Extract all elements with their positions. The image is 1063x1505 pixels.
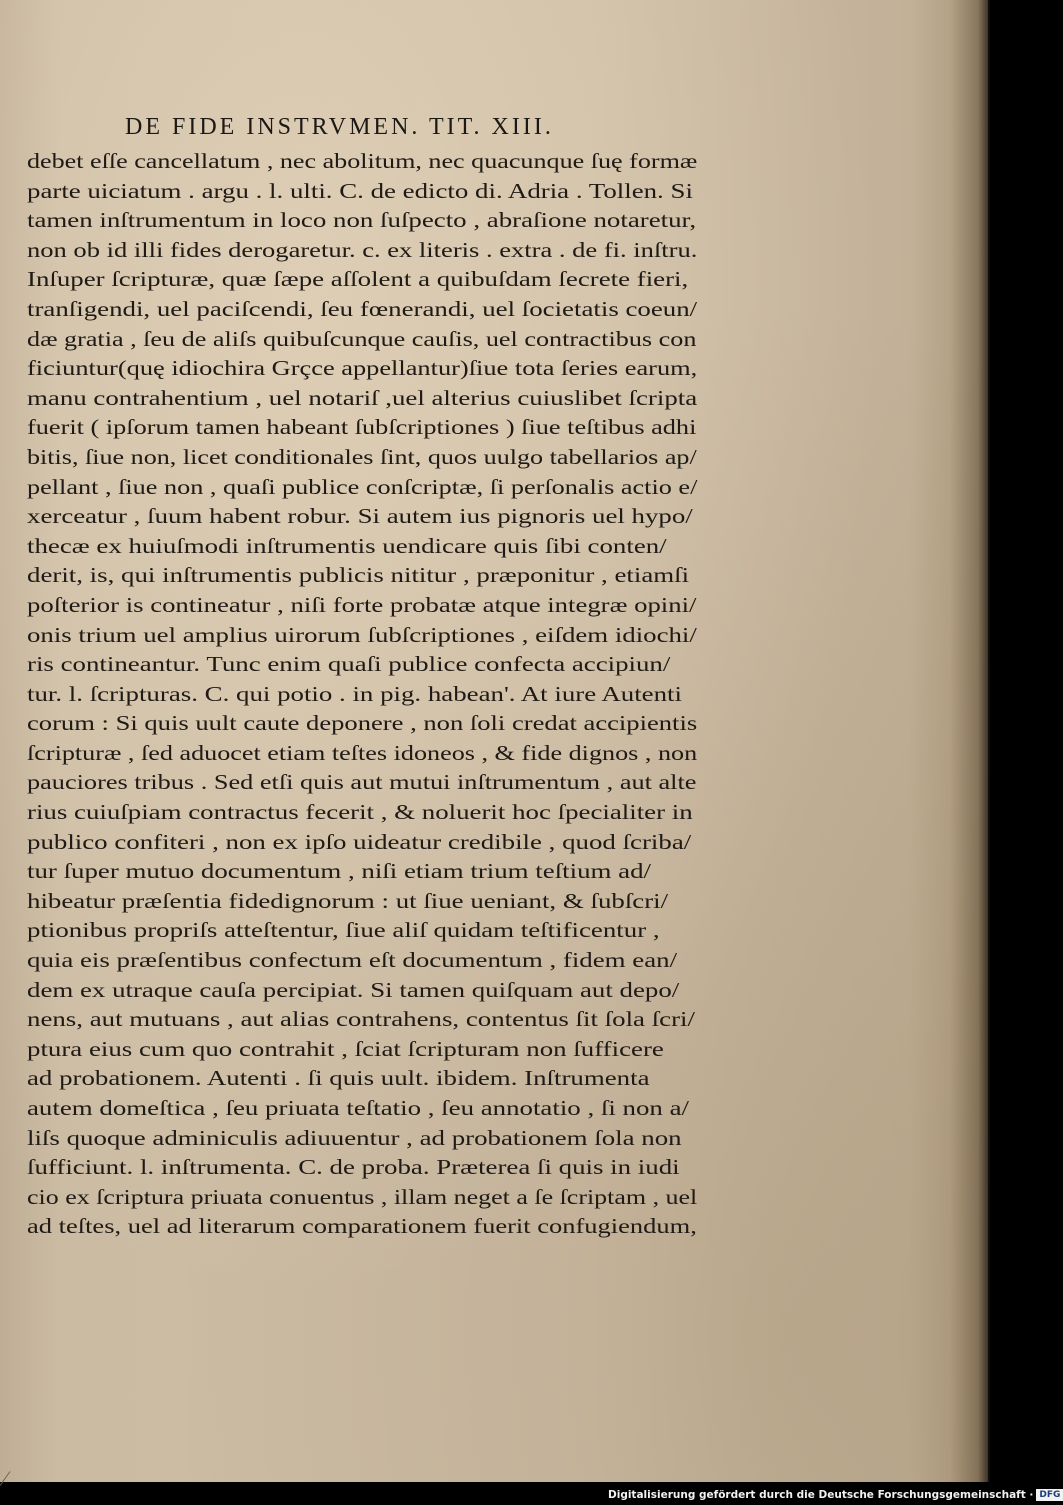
text-line: parte uiciatum . argu . l. ulti. C. de edicto di. Adria . Tollen. Si (27, 178, 693, 203)
text-line: cio ex ſcriptura priuata conuentus , illam neget a ſe ſcriptam , uel (27, 1184, 698, 1209)
text-line: ad probationem. Autenti . ſi quis uult. ibidem. Inſtrumenta (27, 1066, 650, 1091)
text-line: tur ſuper mutuo documentum , niſi etiam trium teſtium ad/ (27, 859, 652, 884)
text-line: ſufficiunt. l. inſtrumenta. C. de proba. Præterea ſi quis in iudi (27, 1155, 680, 1180)
text-line: thecæ ex huiuſmodi inſtrumentis uendicare quis ſibi conten/ (27, 533, 667, 558)
text-line: nens, aut mutuans , aut alias contrahens, contentus ſit ſola ſcri/ (27, 1007, 695, 1032)
text-line: fuerit ( ipſorum tamen habeant ſubſcriptiones ) ſiue teſtibus adhi (27, 415, 697, 440)
running-header: DE FIDE INSTRVMEN. TIT. XIII. (125, 114, 554, 140)
text-line: quia eis præſentibus confectum eſt documentum , fidem ean/ (27, 948, 678, 973)
body-text (27, 147, 707, 1242)
text-line: non ob id illi fides derogaretur. c. ex literis . extra . de fi. inſtru. (27, 237, 698, 262)
text-line: onis trium uel amplius uirorum ſubſcriptiones , eiſdem idiochi/ (27, 622, 697, 647)
text-line: corum : Si quis uult caute deponere , non ſoli credat accipientis (27, 711, 698, 736)
text-line: debet eſſe cancellatum , nec abolitum, nec quacunque ſuę formæ (27, 149, 698, 173)
credit-text: Digitalisierung gefördert durch die Deutsche Forschungsgemeinschaft · (608, 1489, 1034, 1501)
text-line: bitis, ſiue non, licet conditionales ſint, quos uulgo tabellarios ap/ (27, 444, 697, 469)
digitization-credit (608, 1485, 1061, 1505)
text-line: dæ gratia , ſeu de aliſs quibuſcunque cauſis, uel contractibus con (27, 326, 697, 351)
corner-mark: ⁄ (3, 1466, 7, 1491)
text-line: autem domeſtica , ſeu priuata teſtatio , ſeu annotatio , ſi non a/ (27, 1096, 689, 1120)
text-line: hibeatur præſentia fidedignorum : ut ſiue ueniant, & ſubſcri/ (27, 888, 669, 913)
text-line: pellant , ſiue non , quaſi publice conſcriptæ, ſi perſonalis actio e/ (27, 474, 698, 499)
text-line: ad teſtes, uel ad literarum comparationem fuerit confugiendum, (27, 1214, 697, 1239)
text-line: ptura eius cum quo contrahit , ſciat ſcripturam non ſufficere (27, 1036, 664, 1061)
text-line: ſcripturæ , ſed aduocet etiam teſtes idoneos , & fide dignos , non (27, 740, 698, 765)
text-line: ficiuntur(quę idiochira Grçce appellantur)ſiue tota ſeries earum, (27, 356, 698, 381)
text-line: manu contrahentium , uel notariſ ,uel alterius cuiuslibet ſcripta (27, 385, 698, 410)
text-line: ris contineantur. Tunc enim quaſi publice confecta accipiun/ (27, 652, 671, 677)
page-edge-shadow (950, 0, 990, 1482)
dfg-logo: DFG (1036, 1489, 1063, 1501)
text-line: rius cuiuſpiam contractus fecerit , & noluerit hoc ſpecialiter in (27, 800, 693, 825)
text-line: Inſuper ſcripturæ, quæ ſæpe aſſolent a quibuſdam ſecrete fieri, (27, 267, 689, 292)
text-line: poſterior is contineatur , niſi forte probatæ atque integræ opini/ (27, 592, 697, 617)
text-line: derit, is, qui inſtrumentis publicis nititur , præponitur , etiamſi (27, 563, 690, 588)
text-line: xerceatur , ſuum habent robur. Si autem ius pignoris uel hypo/ (27, 504, 693, 529)
text-line: tamen inſtrumentum in loco non ſuſpecto , abraſione notaretur, (27, 208, 697, 233)
text-line: dem ex utraque cauſa percipiat. Si tamen quiſquam aut depo/ (27, 977, 680, 1002)
text-line: liſs quoque adminiculis adiuuentur , ad probationem ſola non (27, 1125, 682, 1150)
text-line: tur. l. ſcripturas. C. qui potio . in pig. habean'. At iure Autenti (27, 681, 682, 706)
text-line: pauciores tribus . Sed etſi quis aut mutui inſtrumentum , aut alte (27, 770, 697, 795)
text-line: publico confiteri , non ex ipſo uideatur credibile , quod ſcriba/ (27, 829, 692, 854)
text-line: tranſigendi, uel paciſcendi, ſeu fœnerandi, uel ſocietatis coeun/ (27, 296, 698, 321)
text-line: ptionibus propriſs atteſtentur, ſiue aliſ quidam teſtificentur , (27, 918, 660, 943)
